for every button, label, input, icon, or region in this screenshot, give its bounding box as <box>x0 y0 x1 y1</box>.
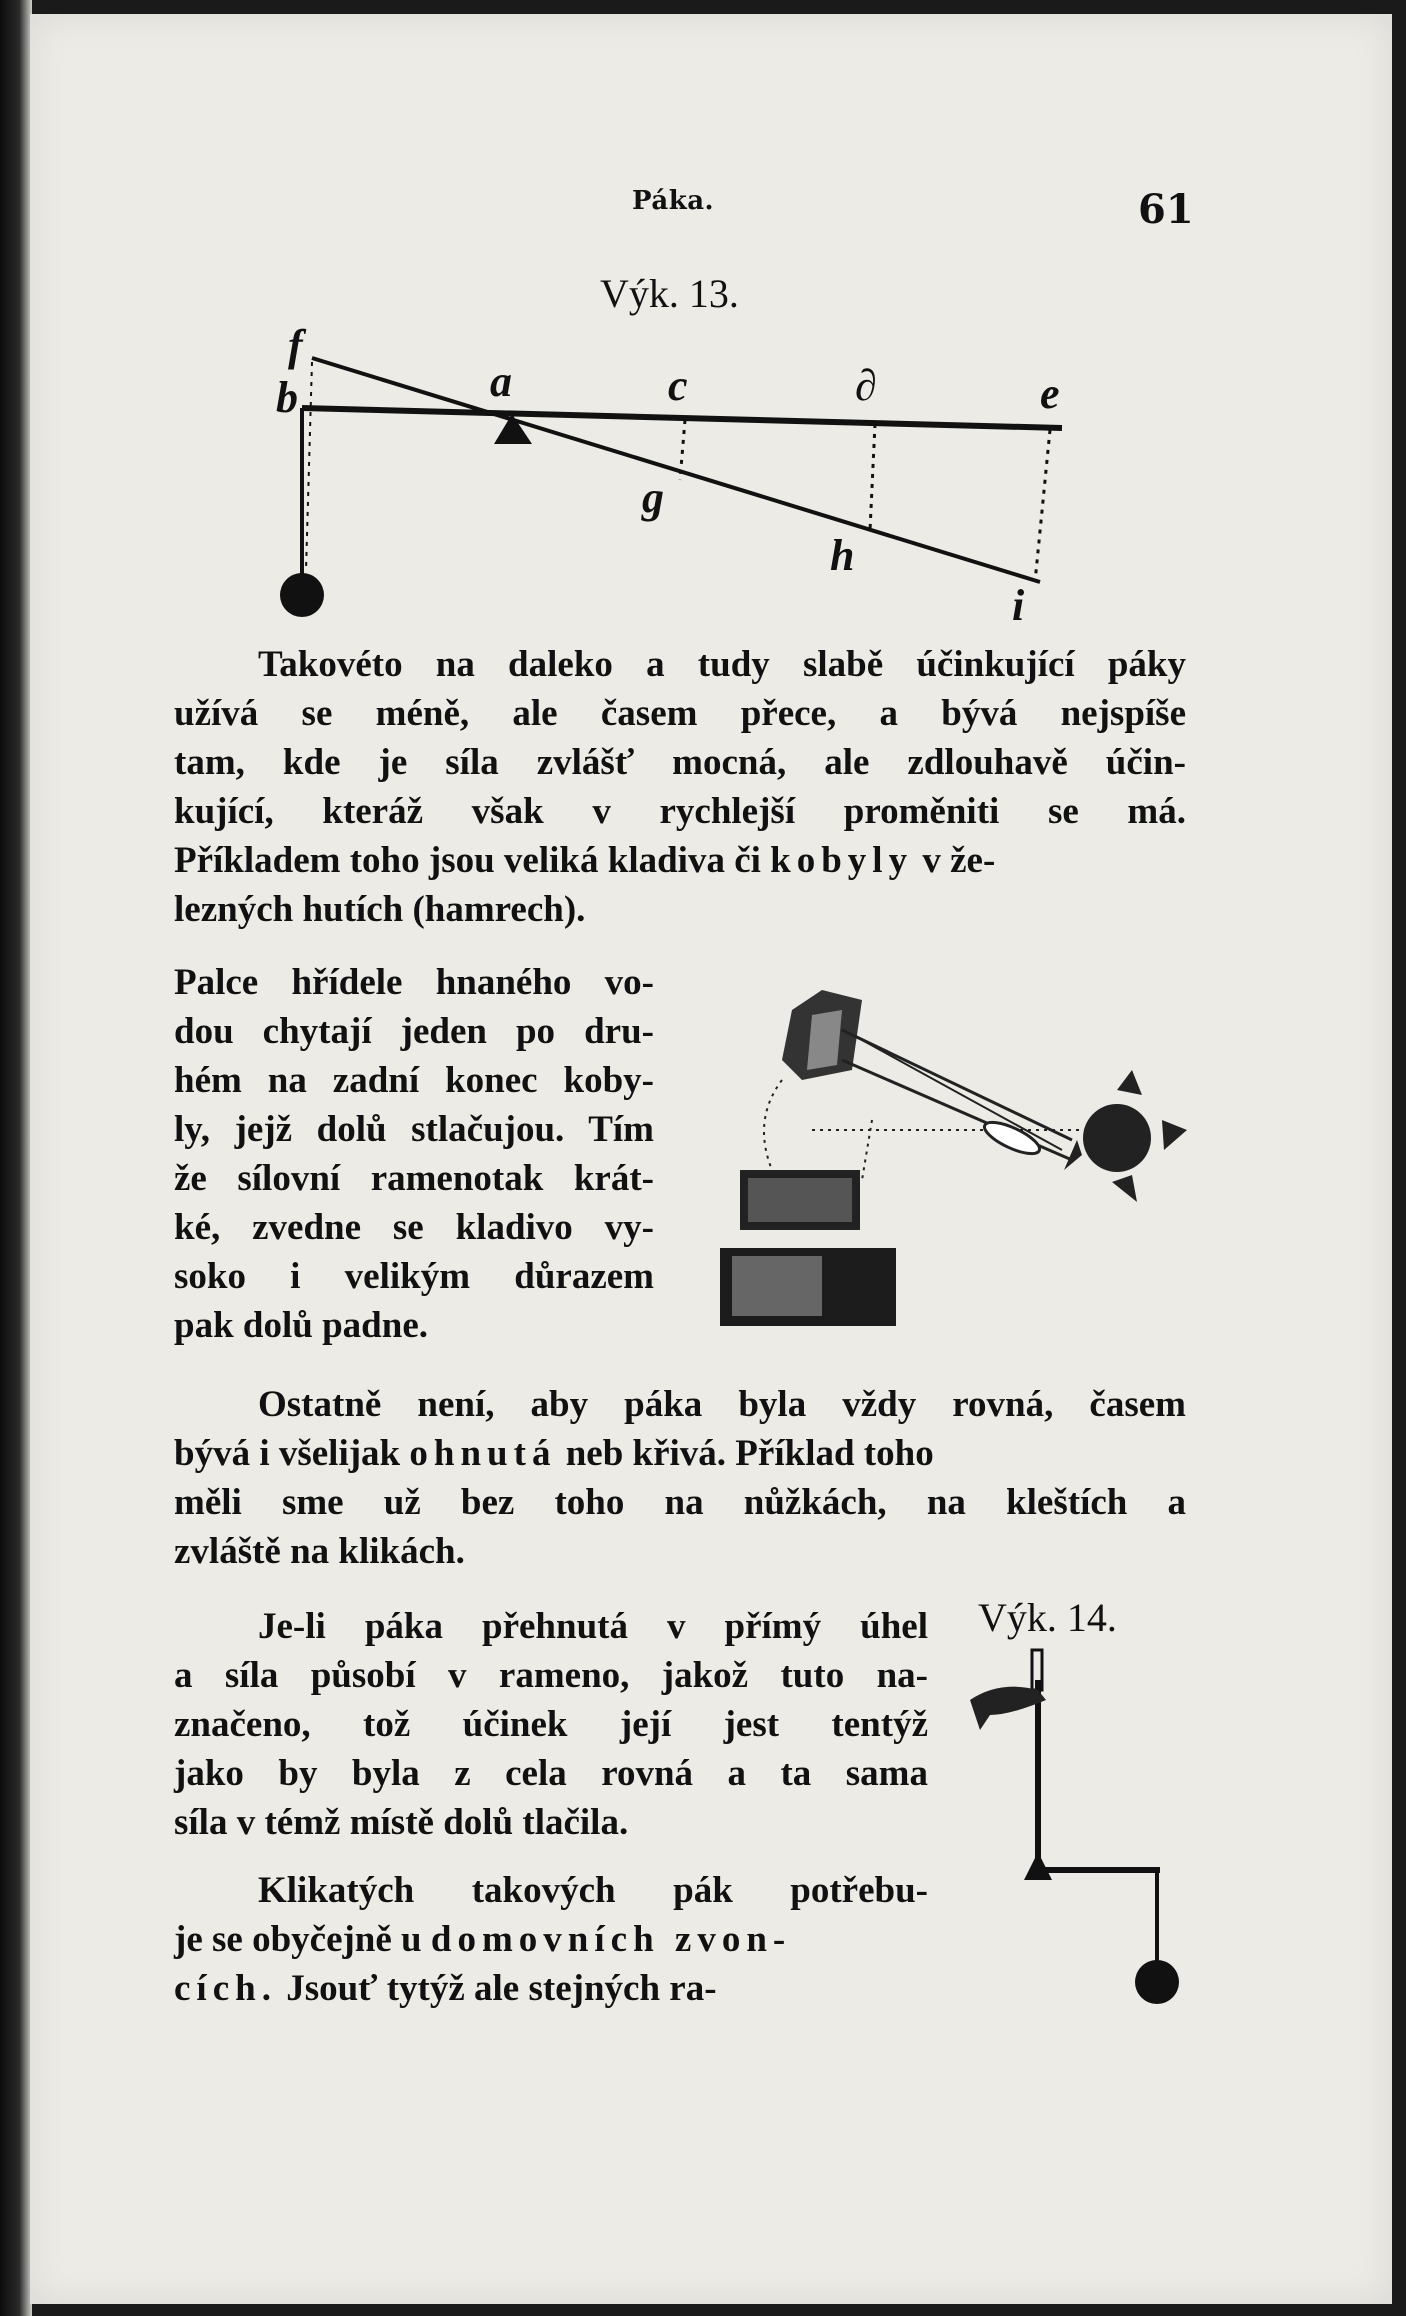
label-a: a <box>490 357 512 406</box>
label-c: c <box>668 361 688 410</box>
bell-crank-fulcrum <box>1024 1852 1052 1880</box>
forge-hammer-illustration <box>712 970 1192 1330</box>
weight-ball <box>280 573 324 617</box>
paragraph-4 <box>174 1602 928 1847</box>
p3-line-4: zvláště na klikách. <box>174 1531 465 1572</box>
book-spine-edge <box>0 0 32 2316</box>
weight-rod-dotted <box>306 362 312 570</box>
label-f: f <box>288 321 303 370</box>
paragraph-5 <box>174 1866 928 2013</box>
p5-line-2-emphasis: domovních zvon- <box>430 1919 792 1960</box>
p1-line-1: Takovéto na daleko a tudy slabě účinkující páky <box>258 644 1186 685</box>
hammer-swing-arc <box>764 1080 782 1170</box>
p5-line-1: Klikatých takových pák potřebu- <box>258 1870 928 1911</box>
p1-line-5-end: v že- <box>922 840 996 881</box>
p4-line-2: a síla působí v rameno, jakož tuto na- <box>174 1655 928 1696</box>
p5-line-3-emphasis: cích. <box>174 1968 277 2009</box>
p2-line-5: že sílovní ramenotak krát- <box>174 1158 654 1199</box>
p1-line-4: kující, kteráž však v rychlejší proměniti se má. <box>174 791 1186 832</box>
p1-line-5-emphasis: kobyly <box>770 840 914 881</box>
p4-line-3: značeno, tož účinek její jest tentýž <box>174 1704 928 1745</box>
lever-horizontal-line <box>302 408 1062 428</box>
p2-line-8: pak dolů padne. <box>174 1305 428 1346</box>
p3-line-2-emphasis: ohnutá <box>409 1433 557 1474</box>
hand-icon <box>970 1687 1046 1730</box>
p2-line-1: Palce hřídele hnaného vo- <box>174 962 654 1003</box>
label-i: i <box>1012 581 1025 630</box>
p4-line-4: jako by byla z cela rovná a ta sama <box>174 1753 928 1794</box>
p2-line-6: ké, zvedne se kladivo vy- <box>174 1207 654 1248</box>
p2-line-3: hém na zadní konec koby- <box>174 1060 654 1101</box>
drop-line-e-i <box>1035 430 1050 582</box>
p1-line-6: lezných hutích (hamrech). <box>174 889 586 930</box>
p5-line-2a: je se obyčejně u <box>174 1919 422 1960</box>
paragraph-1 <box>174 640 1186 934</box>
fulcrum-triangle <box>494 414 532 444</box>
cam-wheel <box>1083 1104 1151 1172</box>
p3-line-3: měli sme už bez toho na nůžkách, na kleštích a <box>174 1482 1186 1523</box>
p2-line-2: dou chytají jeden po dru- <box>174 1011 654 1052</box>
p3-line-2c: neb křivá. Příklad toho <box>565 1433 934 1474</box>
p2-line-7: soko i velikým důrazem <box>174 1256 654 1297</box>
label-e: e <box>1040 369 1060 418</box>
p3-line-2a: bývá i všelijak <box>174 1433 401 1474</box>
paragraph-2 <box>174 958 654 1350</box>
label-b: b <box>276 373 298 422</box>
p1-line-3: tam, kde je síla zvlášť mocná, ale zdlouhavě účin- <box>174 742 1186 783</box>
running-header-title: Páka. <box>632 186 715 216</box>
p3-line-2 <box>174 1429 1186 1478</box>
label-d: ∂ <box>855 361 877 410</box>
paragraph-3 <box>174 1380 1186 1576</box>
p5-line-2 <box>174 1915 928 1964</box>
page-number: 61 <box>1138 186 1194 233</box>
p5-line-3 <box>174 1964 928 2013</box>
figure-14-bell-crank <box>950 1640 1200 2020</box>
p5-line-3b: Jsouť tytýž ale stejných ra- <box>286 1968 717 2009</box>
p3-line-1: Ostatně není, aby páka byla vždy rovná, časem <box>258 1384 1186 1425</box>
figure-13-caption: Výk. 13. <box>600 271 739 316</box>
p1-line-5-text: Příkladem toho jsou veliká kladiva či <box>174 840 761 881</box>
p2-line-4: ly, jejž dolů stlačujou. Tím <box>174 1109 654 1150</box>
bell-weight <box>1135 1960 1179 2004</box>
label-h: h <box>830 531 855 580</box>
drop-line-d-h <box>870 424 875 530</box>
p1-line-2: užívá se méně, ale časem přece, a bývá nejspíše <box>174 693 1186 734</box>
hammer-helve-top <box>842 1030 1072 1140</box>
figure-14-caption: Výk. 14. <box>978 1595 1117 1640</box>
p4-line-5: síla v témž místě dolů tlačila. <box>174 1802 629 1843</box>
label-g: g <box>642 473 664 522</box>
p4-line-1: Je-li páka přehnutá v přímý úhel <box>258 1606 928 1647</box>
p1-line-5 <box>174 836 1186 885</box>
